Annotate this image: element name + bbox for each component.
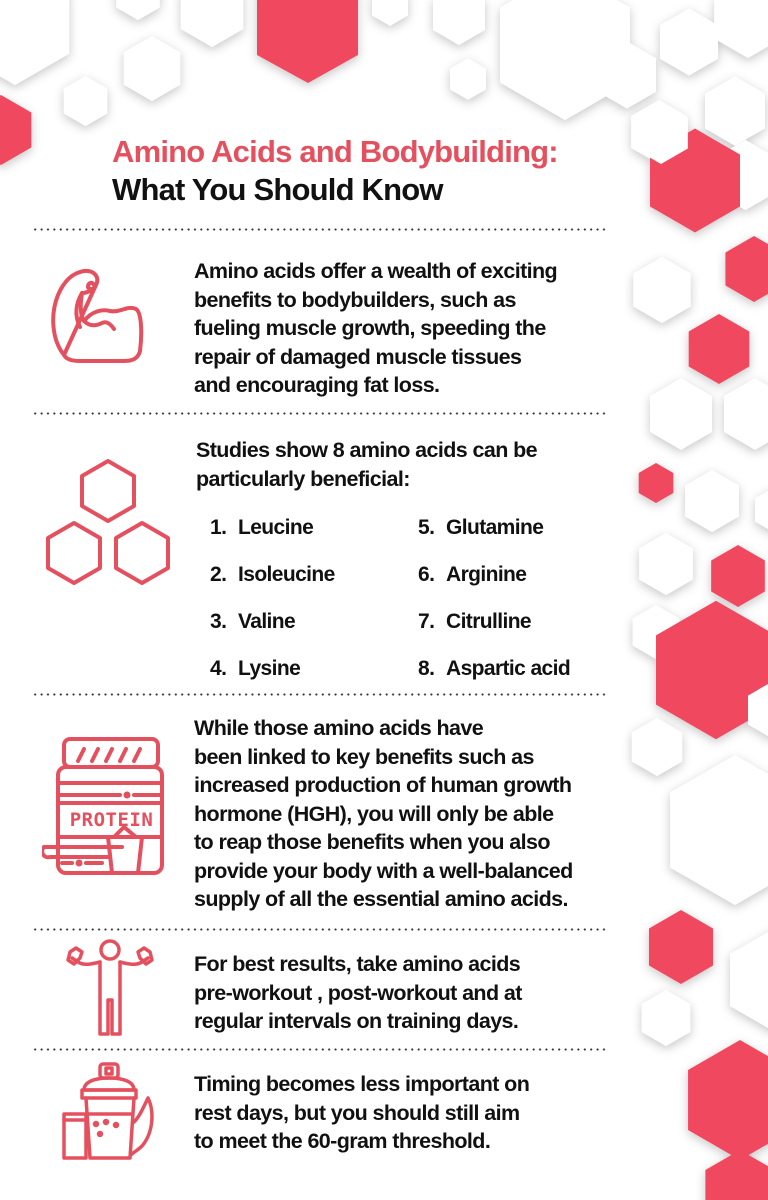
dotted-divider [32,412,608,415]
text-line: hormone (HGH), you will only be able [194,801,554,826]
list-item: 1. Leucine [210,516,314,539]
text-line: Studies show 8 amino acids can be [196,438,538,462]
protein-jar-icon [42,735,166,879]
text-line: While those amino acids have [194,716,484,740]
text-line: and encouraging fat loss. [194,373,440,397]
flexed-bicep-icon [44,265,146,365]
shaker-bottle-icon [62,1062,160,1160]
text-line: particularly beneficial: [196,466,410,491]
text-line: Amino acids offer a wealth of exciting [194,259,558,283]
list-item: 4. Lysine [210,657,301,680]
list-item: 8. Aspartic acid [418,657,571,680]
title-line-2: What You Should Know [112,172,443,207]
dotted-divider [32,228,608,231]
list-item: 6. Arginine [418,563,527,586]
text-line: regular intervals on training days. [194,1009,519,1033]
protein-label: PROTEIN [69,809,154,831]
hexagon-molecule-icon [40,457,176,589]
title-line-1: Amino Acids and Bodybuilding: [112,134,558,169]
text-line: pre-workout , post-workout and at [194,980,522,1005]
person-dumbbells-icon [64,938,156,1038]
amino-acid-list [210,513,590,701]
section-2-intro [196,436,537,493]
text-line: to meet the 60-gram threshold. [194,1129,491,1153]
text-line: fueling muscle growth, speeding the [194,316,546,340]
page-title [112,133,558,209]
text-line: supply of all the essential amino acids. [194,887,568,911]
dotted-divider [32,1048,608,1051]
list-item: 5. Glutamine [418,516,544,539]
text-line: been linked to key benefits such as [194,744,534,769]
text-line: repair of damaged muscle tissues [194,344,522,369]
dotted-divider [32,693,608,696]
list-item: 3. Valine [210,610,296,633]
text-line: provide your body with a well-balanced [194,858,573,883]
list-item: 7. Citrulline [418,610,532,633]
section-3-text [194,714,573,914]
text-line: For best results, take amino acids [194,952,521,976]
section-5-text [194,1070,529,1156]
text-line: Timing becomes less important on [194,1072,530,1096]
text-line: increased production of human growth [194,773,572,797]
section-1-text [194,257,557,400]
list-item: 2. Isoleucine [210,563,335,586]
text-line: to reap those benefits when you also [194,830,550,854]
text-line: benefits to bodybuilders, such as [194,287,516,312]
dotted-divider [32,928,608,931]
section-4-text [194,950,522,1036]
text-line: rest days, but you should still aim [194,1100,520,1125]
